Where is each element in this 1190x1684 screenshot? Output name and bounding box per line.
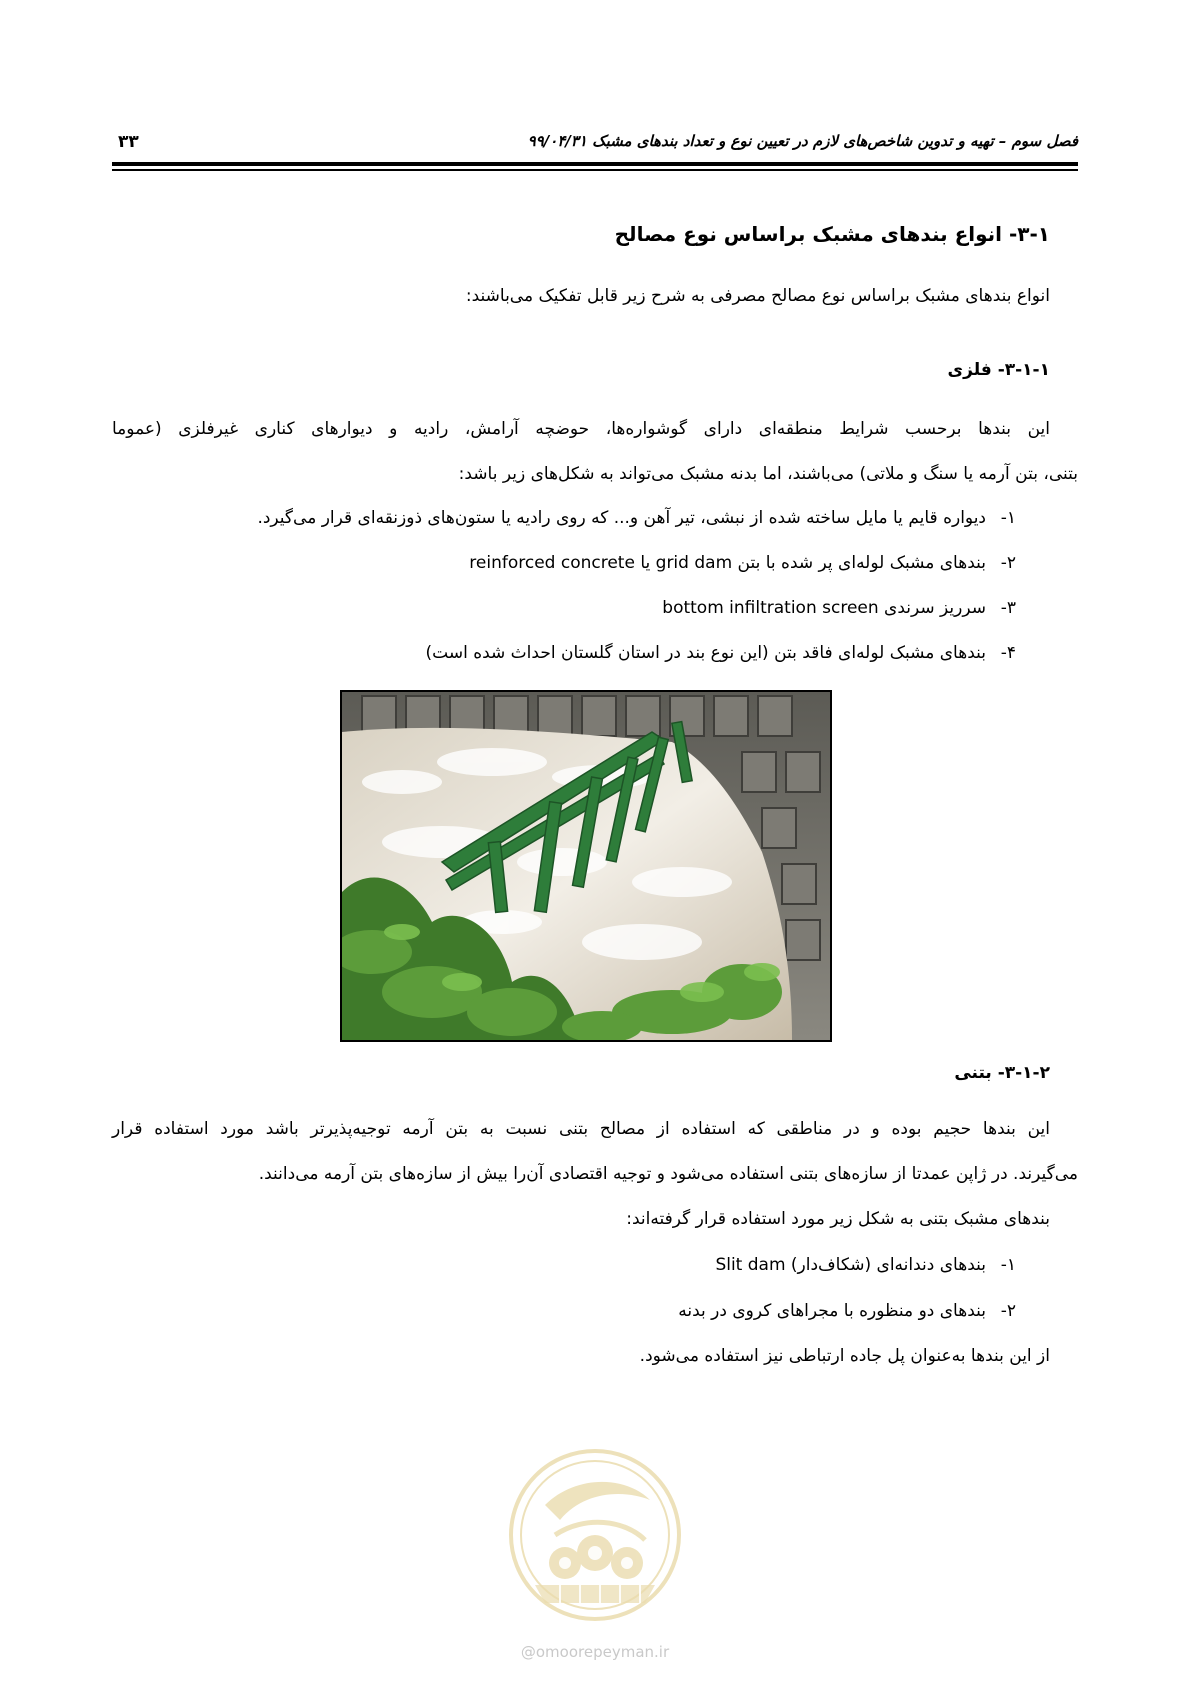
list-text: سرریز سرندی bottom infiltration screen	[662, 598, 986, 618]
list-text: بندهای مشبک لوله‌ای فاقد بتن (این نوع بند در استان گلستان احداث شده است)	[425, 643, 986, 663]
list-number: ۲-	[1000, 553, 1016, 573]
header-rule-thick	[112, 162, 1078, 166]
section-intro: انواع بندهای مشبک براساس نوع مصالح مصرفی به شرح زیر قابل تفکیک می‌باشند:	[465, 286, 1050, 306]
list-item	[426, 643, 1017, 663]
list-number: ۴-	[1000, 643, 1016, 663]
subsection-heading-metal: ۳-۱-۱- فلزی	[947, 360, 1050, 380]
page-number: ۳۳	[118, 132, 139, 152]
list-text: بندهای دو منظوره با مجراهای کروی در بدنه	[678, 1301, 986, 1321]
running-title: فصل سوم – تهیه و تدوین شاخص‌های لازم در تعیین نوع و تعداد بندهای مشبک ۹۹/۰۴/۳۱	[527, 132, 1078, 150]
list-item	[469, 553, 1016, 573]
list-item	[662, 598, 1016, 618]
metal-paragraph-line-2: بتنی، بتن آرمه یا سنگ و ملاتی) می‌باشند، اما بدنه مشبک می‌تواند به شکل‌های زیر باشد:	[458, 464, 1078, 484]
list-text: بندهای دندانه‌ای (شکاف‌دار) Slit dam	[715, 1255, 986, 1275]
list-number: ۱-	[1000, 1255, 1016, 1275]
list-number: ۳-	[1000, 598, 1016, 618]
list-number: ۱-	[1000, 508, 1016, 528]
concrete-paragraph-line-2: می‌گیرند. در ژاپن عمدتا از سازه‌های بتنی استفاده می‌شود و توجیه اقتصادی آن‌را بیش از سازه‌های بتن آرمه می‌دانند.	[258, 1164, 1078, 1184]
concrete-paragraph-2: بندهای مشبک بتنی به شکل زیر مورد استفاده قرار گرفته‌اند:	[626, 1209, 1050, 1229]
list-item	[678, 1301, 1016, 1321]
page-header	[112, 128, 1078, 158]
watermark-logo	[505, 1445, 685, 1625]
concrete-paragraph-line-1: این بندها حجیم بوده و در مناطقی که استفاده از مصالح بتنی نسبت به بتن آرمه توجیه‌پذیرتر باشد مورد استفاده قرار	[112, 1119, 1050, 1139]
list-text: بندهای مشبک لوله‌ای پر شده با بتن grid dam یا reinforced concrete	[469, 553, 986, 573]
section-heading: ۳-۱- انواع بندهای مشبک براساس نوع مصالح	[614, 222, 1050, 246]
list-item	[257, 508, 1016, 528]
list-number: ۲-	[1000, 1301, 1016, 1321]
watermark-url: @omoorepeyman.ir	[520, 1643, 670, 1661]
concrete-closing: از این بندها به‌عنوان پل جاده ارتباطی نیز استفاده می‌شود.	[639, 1346, 1050, 1366]
header-rule-thin	[112, 169, 1078, 171]
grid-dam-photo	[340, 690, 832, 1042]
list-text: دیواره قایم یا مایل ساخته شده از نبشی، تیر آهن و... که روی رادیه یا ستون‌های ذوزنقه‌ای قرار می‌گیرد.	[257, 508, 986, 528]
subsection-heading-concrete: ۳-۱-۲- بتنی	[954, 1063, 1050, 1083]
metal-paragraph-line-1: این بندها برحسب شرایط منطقه‌ای دارای گوشواره‌ها، حوضچه آرامش، رادیه و دیوارهای کناری غیرفلزی (عموما	[112, 419, 1050, 439]
list-item	[715, 1255, 1016, 1275]
